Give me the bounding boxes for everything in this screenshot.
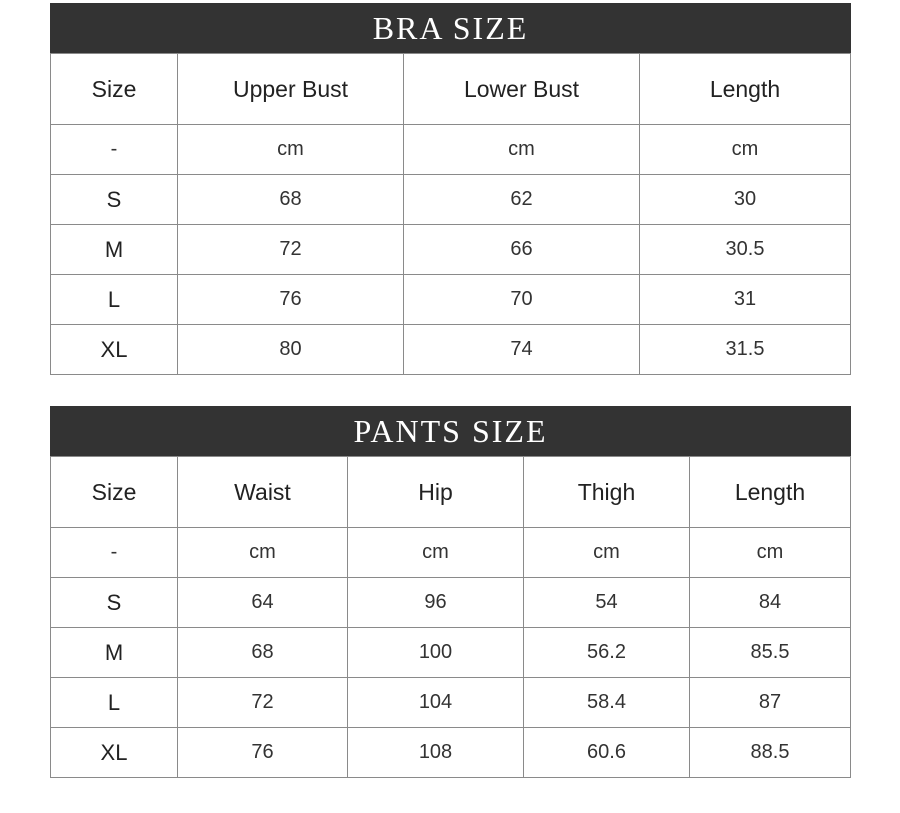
size-label: S — [51, 578, 178, 628]
table-cell: 58.4 — [524, 678, 690, 728]
unit-cell: cm — [640, 125, 851, 175]
unit-cell: cm — [178, 125, 404, 175]
header-upper-bust: Upper Bust — [178, 54, 404, 125]
table-cell: 80 — [178, 325, 404, 375]
table-cell: 30.5 — [640, 225, 851, 275]
table-cell: 84 — [690, 578, 851, 628]
units-row — [51, 125, 851, 175]
table-cell: 100 — [348, 628, 524, 678]
table-cell: 87 — [690, 678, 851, 728]
table-cell: 31 — [640, 275, 851, 325]
table-cell: 66 — [404, 225, 640, 275]
table-cell: 31.5 — [640, 325, 851, 375]
unit-cell: cm — [348, 528, 524, 578]
unit-cell: cm — [404, 125, 640, 175]
header-length: Length — [690, 457, 851, 528]
unit-cell: cm — [524, 528, 690, 578]
size-label: S — [51, 175, 178, 225]
bra-size-table — [50, 3, 851, 375]
table-cell: 60.6 — [524, 728, 690, 778]
table-row — [51, 325, 851, 375]
size-label: L — [51, 678, 178, 728]
table-cell: 68 — [178, 175, 404, 225]
table-cell: 68 — [178, 628, 348, 678]
table-cell: 72 — [178, 225, 404, 275]
table-row — [51, 678, 851, 728]
header-size: Size — [51, 457, 178, 528]
table-cell: 74 — [404, 325, 640, 375]
table-row — [51, 225, 851, 275]
header-size: Size — [51, 54, 178, 125]
table-row — [51, 728, 851, 778]
table-cell: 62 — [404, 175, 640, 225]
table-cell: 104 — [348, 678, 524, 728]
table-cell: 85.5 — [690, 628, 851, 678]
units-row — [51, 528, 851, 578]
size-label: M — [51, 225, 178, 275]
bra-size-title: BRA SIZE — [50, 3, 851, 53]
unit-cell: cm — [178, 528, 348, 578]
table-cell: 56.2 — [524, 628, 690, 678]
table-cell: 54 — [524, 578, 690, 628]
pants-size-table — [50, 406, 851, 778]
table-cell: 30 — [640, 175, 851, 225]
table-cell: 76 — [178, 275, 404, 325]
unit-cell: - — [51, 528, 178, 578]
table-cell: 88.5 — [690, 728, 851, 778]
header-hip: Hip — [348, 457, 524, 528]
header-row — [51, 54, 851, 125]
table-cell: 108 — [348, 728, 524, 778]
table-cell: 70 — [404, 275, 640, 325]
table-row — [51, 175, 851, 225]
table-row — [51, 578, 851, 628]
header-lower-bust: Lower Bust — [404, 54, 640, 125]
table-cell: 76 — [178, 728, 348, 778]
table-row — [51, 628, 851, 678]
table-cell: 64 — [178, 578, 348, 628]
unit-cell: cm — [690, 528, 851, 578]
unit-cell: - — [51, 125, 178, 175]
size-label: XL — [51, 728, 178, 778]
size-label: L — [51, 275, 178, 325]
pants-size-title: PANTS SIZE — [50, 406, 851, 456]
header-row — [51, 457, 851, 528]
header-waist: Waist — [178, 457, 348, 528]
size-label: M — [51, 628, 178, 678]
header-thigh: Thigh — [524, 457, 690, 528]
table-cell: 96 — [348, 578, 524, 628]
table-cell: 72 — [178, 678, 348, 728]
header-length: Length — [640, 54, 851, 125]
table-row — [51, 275, 851, 325]
size-label: XL — [51, 325, 178, 375]
